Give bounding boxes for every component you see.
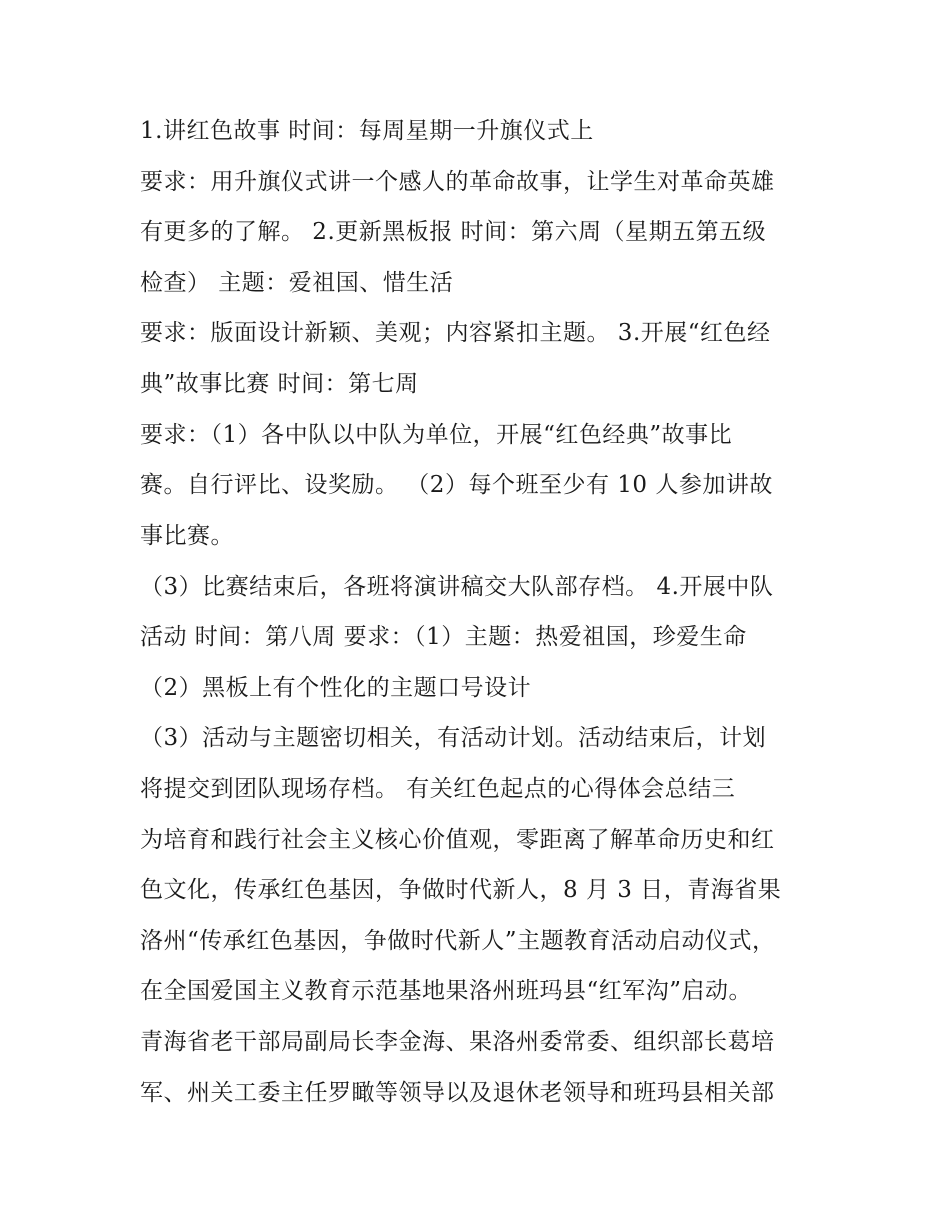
text-line: 在全国爱国主义教育示范基地果洛州班玛县“红军沟”启动。 — [140, 978, 753, 1004]
text-line: 为培育和践行社会主义核心价值观，零距离了解革命历史和红 — [140, 827, 775, 853]
text-line: 事比赛。 — [140, 523, 234, 549]
text-line: 青海省老干部局副局长李金海、果洛州委常委、组织部长葛培 — [140, 1029, 775, 1055]
text-line: 要求：版面设计新颖、美观；内容紧扣主题。 3.开展“红色经 — [140, 320, 771, 346]
text-line: （3）活动与主题密切相关，有活动计划。活动结束后，计划 — [140, 725, 767, 751]
text-line: 要求：用升旗仪式讲一个感人的革命故事，让学生对革命英雄 — [140, 169, 775, 195]
text-line: 色文化，传承红色基因，争做时代新人，8 月 3 日，青海省果 — [140, 877, 782, 903]
text-line: （2）黑板上有个性化的主题口号设计 — [140, 675, 532, 701]
text-line: 赛。自行评比、设奖励。 （2）每个班至少有 10 人参加讲故 — [140, 472, 773, 498]
text-line: 典”故事比赛 时间：第七周 — [140, 371, 419, 397]
text-line: 检查） 主题：爱祖国、惜生活 — [140, 270, 454, 296]
text-line: 有更多的了解。 2.更新黑板报 时间：第六周（星期五第五级 — [140, 219, 767, 245]
text-line: （3）比赛结束后，各班将演讲稿交大队部存档。 4.开展中队 — [140, 574, 774, 600]
text-line: 洛州“传承红色基因，争做时代新人”主题教育活动启动仪式， — [140, 928, 776, 954]
text-line: 1.讲红色故事 时间：每周星期一升旗仪式上 — [140, 118, 594, 144]
text-line: 军、州关工委主任罗瞰等领导以及退休老领导和班玛县相关部 — [140, 1080, 775, 1106]
text-line: 要求：（1）各中队以中队为单位，开展“红色经典”故事比 — [140, 422, 733, 448]
text-line: 活动 时间：第八周 要求：（1）主题：热爱祖国，珍爱生命 — [140, 624, 747, 650]
text-line: 将提交到团队现场存档。 有关红色起点的心得体会总结三 — [140, 776, 736, 802]
